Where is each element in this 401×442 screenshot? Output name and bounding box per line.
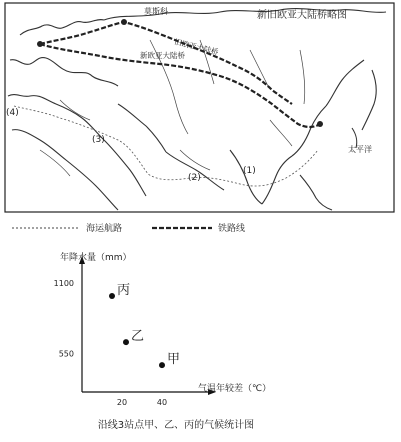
- data-point-1: [109, 293, 115, 299]
- data-point-3: [159, 362, 165, 368]
- label-new-bridge: 新欧亚大陆桥: [140, 51, 185, 60]
- rotterdam-dot: [37, 41, 43, 47]
- label-moscow: 莫斯科: [144, 7, 168, 16]
- label-old-bridge: 旧欧亚大陆桥: [173, 37, 220, 57]
- label-route2: (2): [188, 173, 201, 183]
- climate-chart: [54, 251, 271, 431]
- x-tick-label: 20: [116, 398, 128, 407]
- data-point-2: [123, 339, 129, 345]
- x-axis-label: 气温年较差（℃）: [198, 384, 272, 394]
- map-legend: [12, 222, 245, 234]
- east-port-dot: [317, 121, 323, 127]
- label-route1: (1): [243, 166, 256, 176]
- label-route4: (4): [6, 108, 19, 118]
- data-point-label: 丙: [117, 283, 131, 298]
- moscow-dot: [121, 19, 127, 25]
- chart-caption: 沿线3站点甲、乙、丙的气候统计图: [97, 420, 255, 431]
- x-tick-label: 40: [156, 398, 168, 407]
- y-tick-label: 1100: [53, 279, 74, 289]
- y-axis-label: 年降水量（mm）: [60, 253, 132, 263]
- legend-rail-label: 铁路线: [218, 224, 246, 234]
- label-route3: (3): [92, 135, 105, 145]
- data-point-label: 甲: [167, 352, 181, 368]
- label-pacific: 太平洋: [348, 145, 372, 154]
- map-title: 新旧欧亚大陆桥略图: [257, 10, 347, 21]
- data-point-label: 乙: [131, 329, 145, 345]
- y-tick-label: 550: [58, 349, 74, 359]
- legend-sea-label: 海运航路: [86, 224, 123, 234]
